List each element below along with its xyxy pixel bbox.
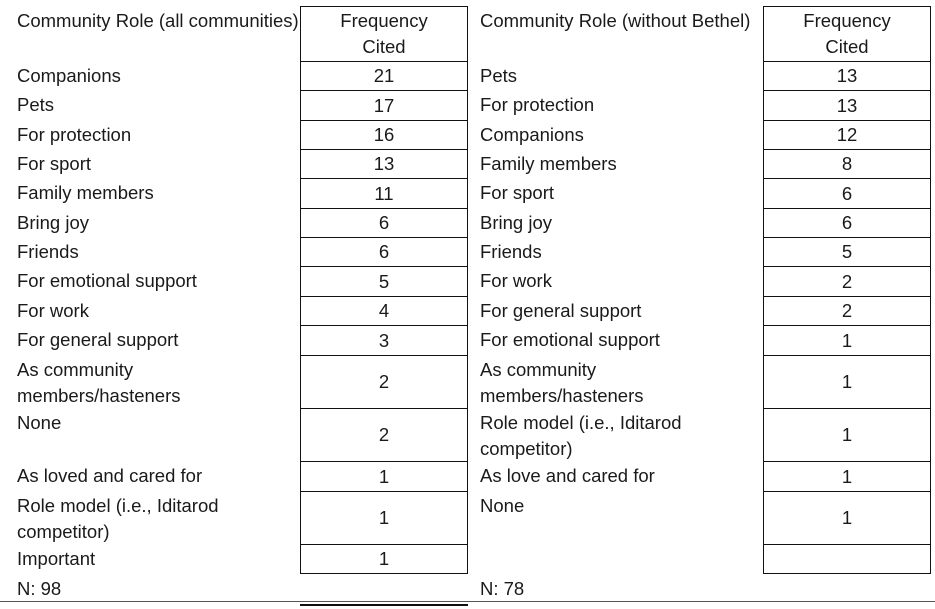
left-row-role: Pets xyxy=(17,94,55,115)
right-row-frequency: 8 xyxy=(763,150,931,179)
left-row-frequency: 1 xyxy=(300,462,468,492)
right-n-total: N: 78 xyxy=(480,578,525,599)
left-row-role: Bring joy xyxy=(17,212,89,233)
right-row-role: For protection xyxy=(480,94,595,115)
right-row-role: Family members xyxy=(480,153,617,174)
right-row-frequency: 1 xyxy=(763,492,931,545)
right-row-frequency: 13 xyxy=(763,62,931,91)
bottom-rule xyxy=(0,601,463,602)
right-row-frequency: 1 xyxy=(763,409,931,462)
right-row-role: For general support xyxy=(480,300,642,321)
right-row-frequency: 6 xyxy=(763,209,931,238)
left-row-role: Family members xyxy=(17,182,154,203)
right-role-header: Community Role (without Bethel) xyxy=(480,10,751,31)
right-row-role: For emotional support xyxy=(480,329,660,350)
right-row-role: For sport xyxy=(480,182,555,203)
left-row-frequency: 2 xyxy=(300,356,468,409)
left-row-frequency: 16 xyxy=(300,121,468,150)
left-row-role: As community members/hasteners xyxy=(17,359,181,406)
left-row-role: For general support xyxy=(17,329,179,350)
right-row-frequency: 1 xyxy=(763,326,931,356)
left-row-frequency: 11 xyxy=(300,179,468,209)
left-row-role: For protection xyxy=(17,124,132,145)
left-row-frequency: 13 xyxy=(300,150,468,179)
left-row-role: For emotional support xyxy=(17,270,197,291)
right-row-role: Companions xyxy=(480,124,584,145)
right-row-role: Bring joy xyxy=(480,212,552,233)
right-row-frequency: 5 xyxy=(763,238,931,267)
left-row-role: Role model (i.e., Iditarod competitor) xyxy=(17,495,219,542)
left-row-role: Important xyxy=(17,548,96,569)
left-row-frequency: 1 xyxy=(300,545,468,574)
left-row-frequency: 3 xyxy=(300,326,468,356)
right-row-role: Role model (i.e., Iditarod competitor) xyxy=(480,412,682,459)
left-row-frequency: 4 xyxy=(300,297,468,326)
left-row-role: Companions xyxy=(17,65,121,86)
right-row-role: As community members/hasteners xyxy=(480,359,644,406)
left-row-frequency: 2 xyxy=(300,409,468,462)
right-row-role: None xyxy=(480,495,525,516)
left-n-total: N: 98 xyxy=(17,578,62,599)
left-row-role: For sport xyxy=(17,153,92,174)
right-row-role: Friends xyxy=(480,241,542,262)
left-role-header: Community Role (all communities) xyxy=(17,10,299,31)
left-row-frequency: 6 xyxy=(300,238,468,267)
right-row-frequency: 1 xyxy=(763,356,931,409)
right-row-frequency: 2 xyxy=(763,297,931,326)
left-row-frequency: 6 xyxy=(300,209,468,238)
right-row-frequency: 13 xyxy=(763,91,931,121)
bottom-rule xyxy=(463,601,935,602)
left-frequency-header: Frequency Cited xyxy=(300,6,468,62)
right-row-frequency: 1 xyxy=(763,462,931,492)
left-row-frequency: 1 xyxy=(300,492,468,545)
left-row-role: Friends xyxy=(17,241,79,262)
right-row-role xyxy=(463,546,763,575)
right-row-frequency: 6 xyxy=(763,179,931,209)
right-row-role: As love and cared for xyxy=(480,465,655,486)
left-row-frequency: 5 xyxy=(300,267,468,297)
left-row-role: As loved and cared for xyxy=(17,465,203,486)
left-row-role: None xyxy=(17,412,62,433)
right-row-frequency xyxy=(763,545,931,574)
left-row-frequency: 21 xyxy=(300,62,468,91)
right-frequency-header: Frequency Cited xyxy=(763,6,931,62)
right-row-frequency: 2 xyxy=(763,267,931,297)
right-row-role: Pets xyxy=(480,65,518,86)
right-row-role: For work xyxy=(480,270,552,291)
right-row-frequency: 12 xyxy=(763,121,931,150)
left-row-role: For work xyxy=(17,300,89,321)
left-row-frequency: 17 xyxy=(300,91,468,121)
bottom-rule xyxy=(300,604,468,606)
